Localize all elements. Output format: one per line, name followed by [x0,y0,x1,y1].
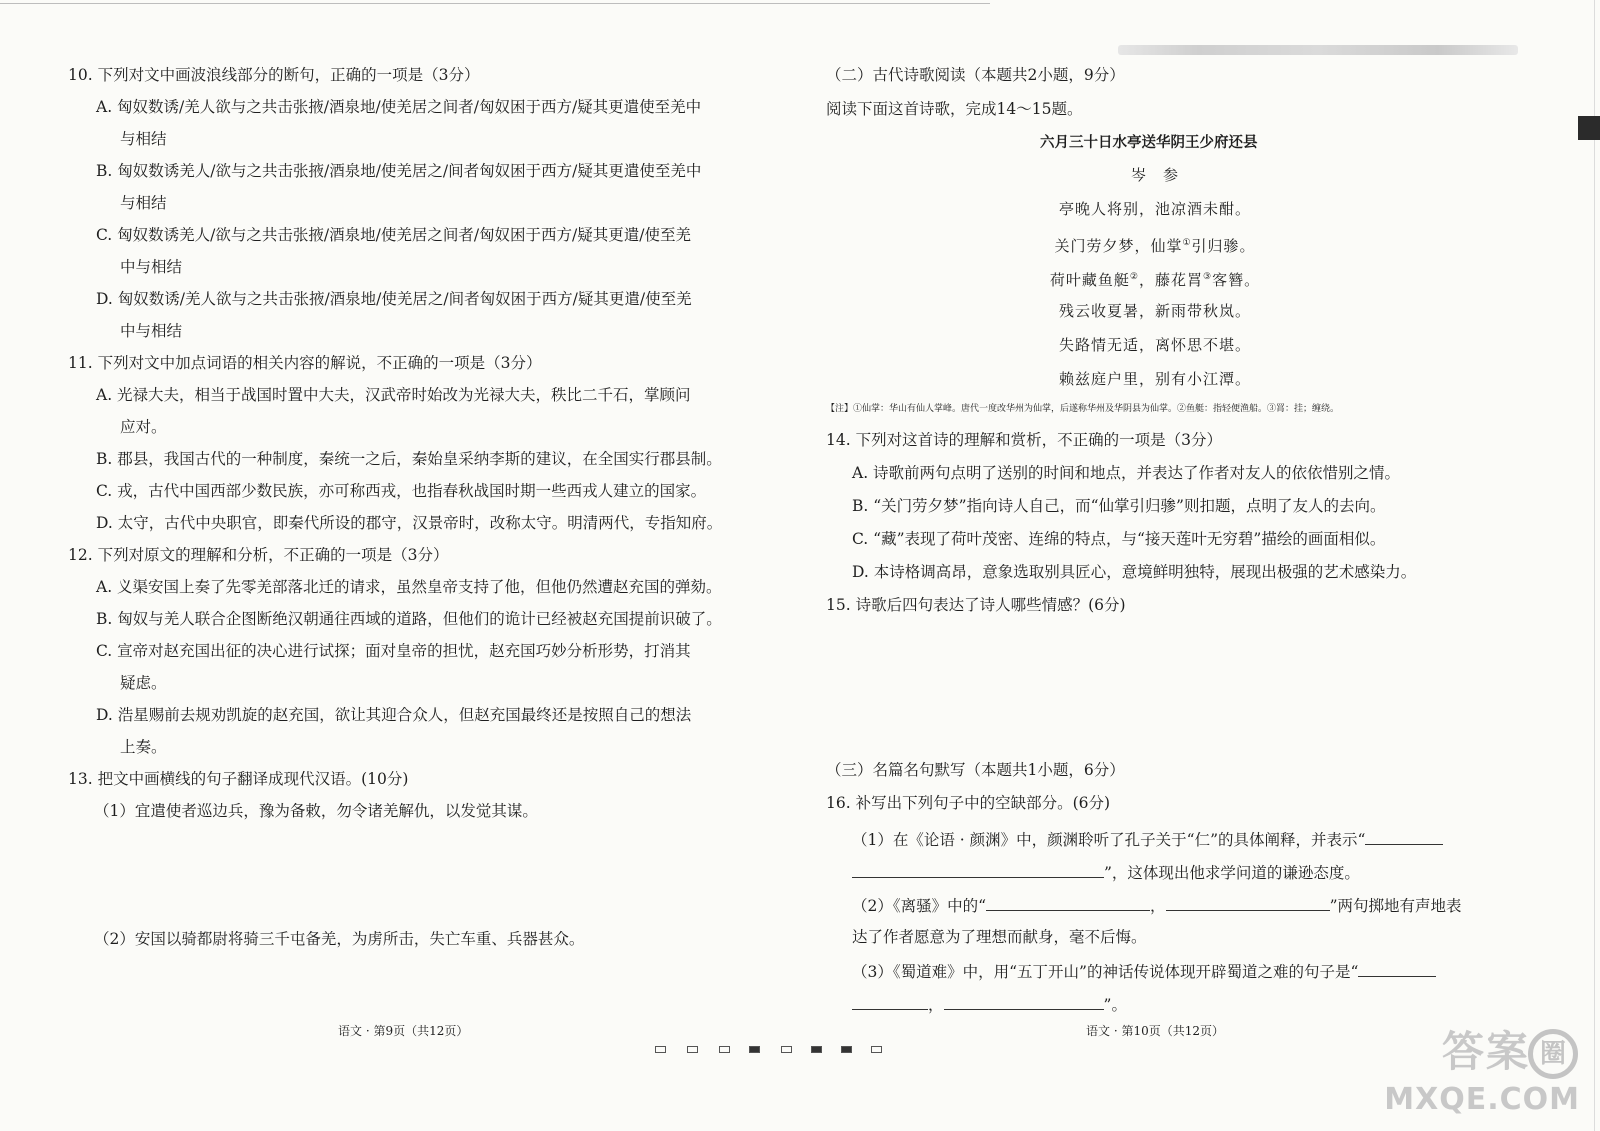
q13-sentence-2: （2）安国以骑都尉将骑三千屯备羌，为虏所击，失亡车重、兵器甚众。 [94,930,585,948]
poem-intro: 阅读下面这首诗歌，完成14～15题。 [826,100,1083,118]
section-2-heading: （二）古代诗歌阅读（本题共2小题，9分） [826,66,1125,84]
q14-option-c: C. “藏”表现了荷叶茂密、连绵的特点，与“接天莲叶无穷碧”描绘的画面相似。 [852,530,1386,548]
q10-option-d: D. 匈奴数诱/羌人欲与之共击张掖/酒泉地/使羌居之/间者匈奴困于西方/疑其更遣/使至羌 [96,290,692,308]
q14-option-d: D. 本诗格调高昂，意象选取别具匠心，意境鲜明独特，展现出极强的艺术感染力。 [852,563,1417,581]
q14-stem: 14. 下列对这首诗的理解和赏析，不正确的一项是（3分） [826,431,1222,449]
q10-option-a: A. 匈奴数诱/羌人欲与之共击张掖/酒泉地/使羌居之间者/匈奴困于西方/疑其更遣使至羌中 [96,98,702,116]
poem-line-5: 失路情无适，离怀思不堪。 [1058,336,1251,354]
answer-blank[interactable] [1365,828,1443,845]
poem-title: 六月三十日水亭送华阴王少府还县 [1040,135,1258,151]
poem-author: 岑 参 [1130,166,1179,184]
footer-mark [749,1046,760,1053]
q12-stem: 12. 下列对原文的理解和分析，不正确的一项是（3分） [68,546,449,564]
q13-sentence-1: （1）宜遣使者巡边兵，豫为备敕，勿令诸羌解仇，以发觉其谋。 [94,802,538,820]
left-page-footer: 语文 · 第9页（共12页） [338,1024,469,1038]
q12-option-d-cont: 上奏。 [120,738,167,756]
poem-notes: 【注】①仙掌：华山有仙人掌峰。唐代一度改华州为仙掌，后遂称华州及华阴县为仙掌。②鱼艇：指轻便渔船。③罥：挂；缠绕。 [826,404,1340,414]
watermark-brand: 答案 [1441,1027,1530,1076]
q12-option-c-cont: 疑虑。 [120,674,167,692]
q16-stem: 16. 补写出下列句子中的空缺部分。(6分) [826,794,1111,812]
q11-option-d: D. 太守，古代中央职官，即秦代所设的郡守，汉景帝时，改称太守。明清两代，专指知府。 [96,514,723,532]
right-page-footer: 语文 · 第10页（共12页） [1086,1024,1224,1038]
poem-line-1: 亭晚人将别，池凉酒未酣。 [1058,200,1251,218]
footer-mark [719,1046,730,1053]
q15-stem: 15. 诗歌后四句表达了诗人哪些情感？(6分) [826,596,1126,614]
q13-stem: 13. 把文中画横线的句子翻译成现代汉语。(10分) [68,770,409,788]
q14-option-b: B. “关门劳夕梦”指向诗人自己，而“仙掌引归骖”则扣题，点明了友人的去向。 [852,497,1386,515]
poem-line-3: 荷叶藏鱼艇②，藤花罥③客簪。 [1049,271,1261,289]
footer-mark [655,1046,666,1053]
footer-mark [781,1046,792,1053]
q16-part-1-cont: ”，这体现出他求学问道的谦逊态度。 [852,861,1360,883]
q11-stem: 11. 下列对文中加点词语的相关内容的解说，不正确的一项是（3分） [68,354,542,372]
q10-option-c: C. 匈奴数诱羌人/欲与之共击张掖/酒泉地/使羌居之间者/匈奴困于西方/疑其更遣/使至羌 [96,226,691,244]
q12-option-b: B. 匈奴与羌人联合企图断绝汉朝通往西域的道路，但他们的诡计已经被赵充国提前识破了。 [96,610,722,628]
q16-part-2: （2）《离骚》中的“ ， ”两句掷地有声地表 [852,894,1462,916]
answer-blank[interactable] [852,861,1104,878]
poem-line-2: 关门劳夕梦，仙掌①引归骖。 [1054,237,1256,255]
watermark-url: MXQE.COM [1384,1082,1580,1117]
answer-blank[interactable] [1358,960,1436,977]
watermark-logo [1384,1027,1590,1123]
watermark-seal: 圈 [1528,1029,1578,1079]
answer-blank[interactable] [1166,894,1330,911]
q16-part-1: （1）在《论语 · 颜渊》中，颜渊聆听了孔子关于“仁”的具体阐释，并表示“ [852,828,1443,850]
q10-stem: 10. 下列对文中画波浪线部分的断句，正确的一项是（3分） [68,66,480,84]
section-3-heading: （三）名篇名句默写（本题共1小题，6分） [826,761,1125,779]
q12-option-d: D. 浩星赐前去规劝凯旋的赵充国，欲让其迎合众人，但赵充国最终还是按照自己的想法 [96,706,692,724]
q16-part-2-cont: 达了作者愿意为了理想而献身，毫不后悔。 [852,928,1147,946]
answer-blank[interactable] [852,993,928,1010]
q11-option-c: C. 戎，古代中国西部少数民族，亦可称西戎，也指春秋战国时期一些西戎人建立的国家。 [96,482,707,500]
q12-option-c: C. 宣帝对赵充国出征的决心进行试探；面对皇帝的担忧，赵充国巧妙分析形势，打消其 [96,642,691,660]
footer-mark [687,1046,698,1053]
q11-option-b: B. 郡县，我国古代的一种制度，秦统一之后，秦始皇采纳李斯的建议，在全国实行郡县制。 [96,450,722,468]
q11-option-a-cont: 应对。 [120,418,167,436]
q10-option-b-cont: 与相结 [120,194,167,212]
answer-blank[interactable] [986,894,1150,911]
q14-option-a: A. 诗歌前两句点明了送别的时间和地点，并表达了作者对友人的依依惜别之情。 [852,464,1401,482]
q10-option-a-cont: 与相结 [120,130,167,148]
q10-option-c-cont: 中与相结 [120,258,183,276]
answer-blank[interactable] [944,993,1104,1010]
poem-line-6: 赖兹庭户里，别有小江潭。 [1058,370,1251,388]
q11-option-a: A. 光禄大夫，相当于战国时置中大夫，汉武帝时始改为光禄大夫，秩比二千石，掌顾问 [96,386,691,404]
q10-option-b: B. 匈奴数诱羌人/欲与之共击张掖/酒泉地/使羌居之/间者匈奴困于西方/疑其更遣使至羌中 [96,162,702,180]
q16-part-3: （3）《蜀道难》中，用“五丁开山”的神话传说体现开辟蜀道之难的句子是“ [852,960,1436,982]
q10-option-d-cont: 中与相结 [120,322,183,340]
q12-option-a: A. 义渠安国上奏了先零羌部落北迁的请求，虽然皇帝支持了他，但他仍然遭赵充国的弹劾。 [96,578,722,596]
q16-part-3-cont: ， ”。 [852,993,1127,1015]
poem-line-4: 残云收夏暑，新雨带秋岚。 [1058,302,1251,320]
